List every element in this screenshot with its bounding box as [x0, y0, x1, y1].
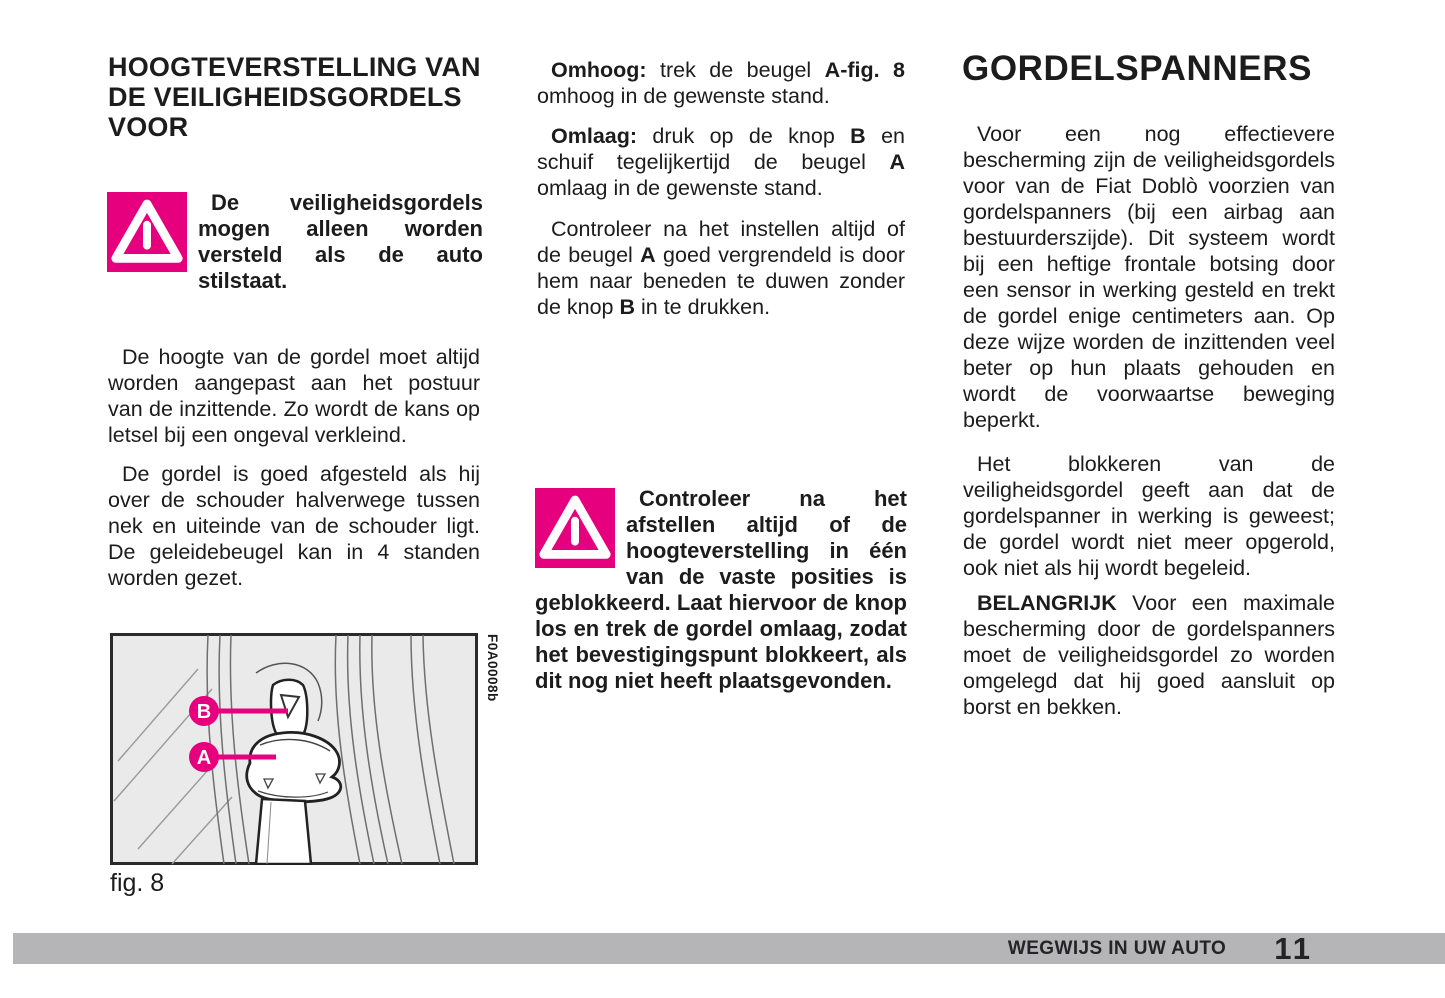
belt-webbing — [256, 799, 311, 864]
right-column-heading: GORDELSPANNERS — [962, 49, 1313, 88]
body-paragraph: Omhoog: trek de beugel A-fig. 8 omhoog in de gewenste stand. — [537, 58, 906, 108]
heading-line: DE VEILIGHEIDSGORDELS — [108, 82, 462, 112]
warning-triangle-icon — [107, 192, 187, 272]
body-paragraph: De gordel is goed afgesteld als hij over de schouder halverwege tussen nek en uiteinde van de schouder ligt. De geleidebeugel kan in 4 standen worden gezet. — [108, 462, 480, 590]
body-paragraph: Het blokkeren van de veiligheidsgordel geeft aan dat de gordelspanner in werking is geweest; de gordel wordt niet meer opgerold, ook niet als hij wordt begeleid. — [963, 452, 1335, 580]
heading-line: HOOGTEVERSTELLING VAN — [108, 52, 481, 82]
left-column-heading — [108, 52, 498, 142]
body-paragraph: Voor een nog effectievere bescherming zijn de veiligheidsgordels voor van de Fiat Doblò voorzien van gordelspanners (bij een airbag aan bestuurderszijde). Dit systeem wordt bij een heftige frontale botsing door een sensor in werking gesteld en trekt de gordel enige centimeters aan. Op deze wijze worden de inzittenden veel beter op hun plaats gehouden en wordt de voorwaartse beweging beperkt. — [963, 122, 1335, 432]
figure-label-a: A — [196, 747, 212, 769]
left-warning-box — [107, 190, 483, 294]
footer-section-label: WEGWIJS IN UW AUTO — [1007, 937, 1227, 959]
figure-code: F0A0008b — [485, 634, 500, 702]
body-paragraph: Omlaag: druk op de knop B en schuif tegelijkertijd de beugel A omlaag in de gewenste stand. — [537, 124, 905, 200]
body-paragraph: De hoogte van de gordel moet altijd worden aangepast aan het postuur van de inzittende. Zo wordt de kans op letsel bij een ongeval verkleind. — [108, 345, 480, 447]
figure-8-image — [110, 633, 478, 865]
figure-caption: fig. 8 — [110, 869, 165, 897]
figure-8 — [110, 633, 478, 865]
left-warning-text: De veiligheidsgordels mogen alleen worden versteld als de auto stilstaat. — [198, 190, 483, 293]
footer-page-number: 11 — [1274, 931, 1313, 966]
body-paragraph: Controleer na het instellen altijd of de beugel A goed vergrendeld is door hem naar beneden te duwen zonder de knop B in te drukken. — [537, 217, 905, 319]
warning-triangle-icon — [535, 488, 615, 568]
middle-warning-box — [535, 486, 907, 694]
middle-warning-text: Controleer na het afstellen altijd of de hoogteverstelling in één van de vaste posities is geblokkeerd. Laat hiervoor de knop los en trek de gordel omlaag, zodat het bevestigingspunt blokkeert, als dit nog niet heeft plaatsgevonden. — [535, 486, 907, 693]
figure-label-b: B — [196, 701, 212, 723]
important-paragraph: BELANGRIJK Voor een maximale bescherming door de gordelspanners moet de veiligheidsgordel zo worden omgelegd dat hij goed aansluit op borst en bekken. — [963, 591, 1335, 719]
heading-line: VOOR — [108, 112, 189, 142]
footer-bar — [13, 933, 1445, 964]
